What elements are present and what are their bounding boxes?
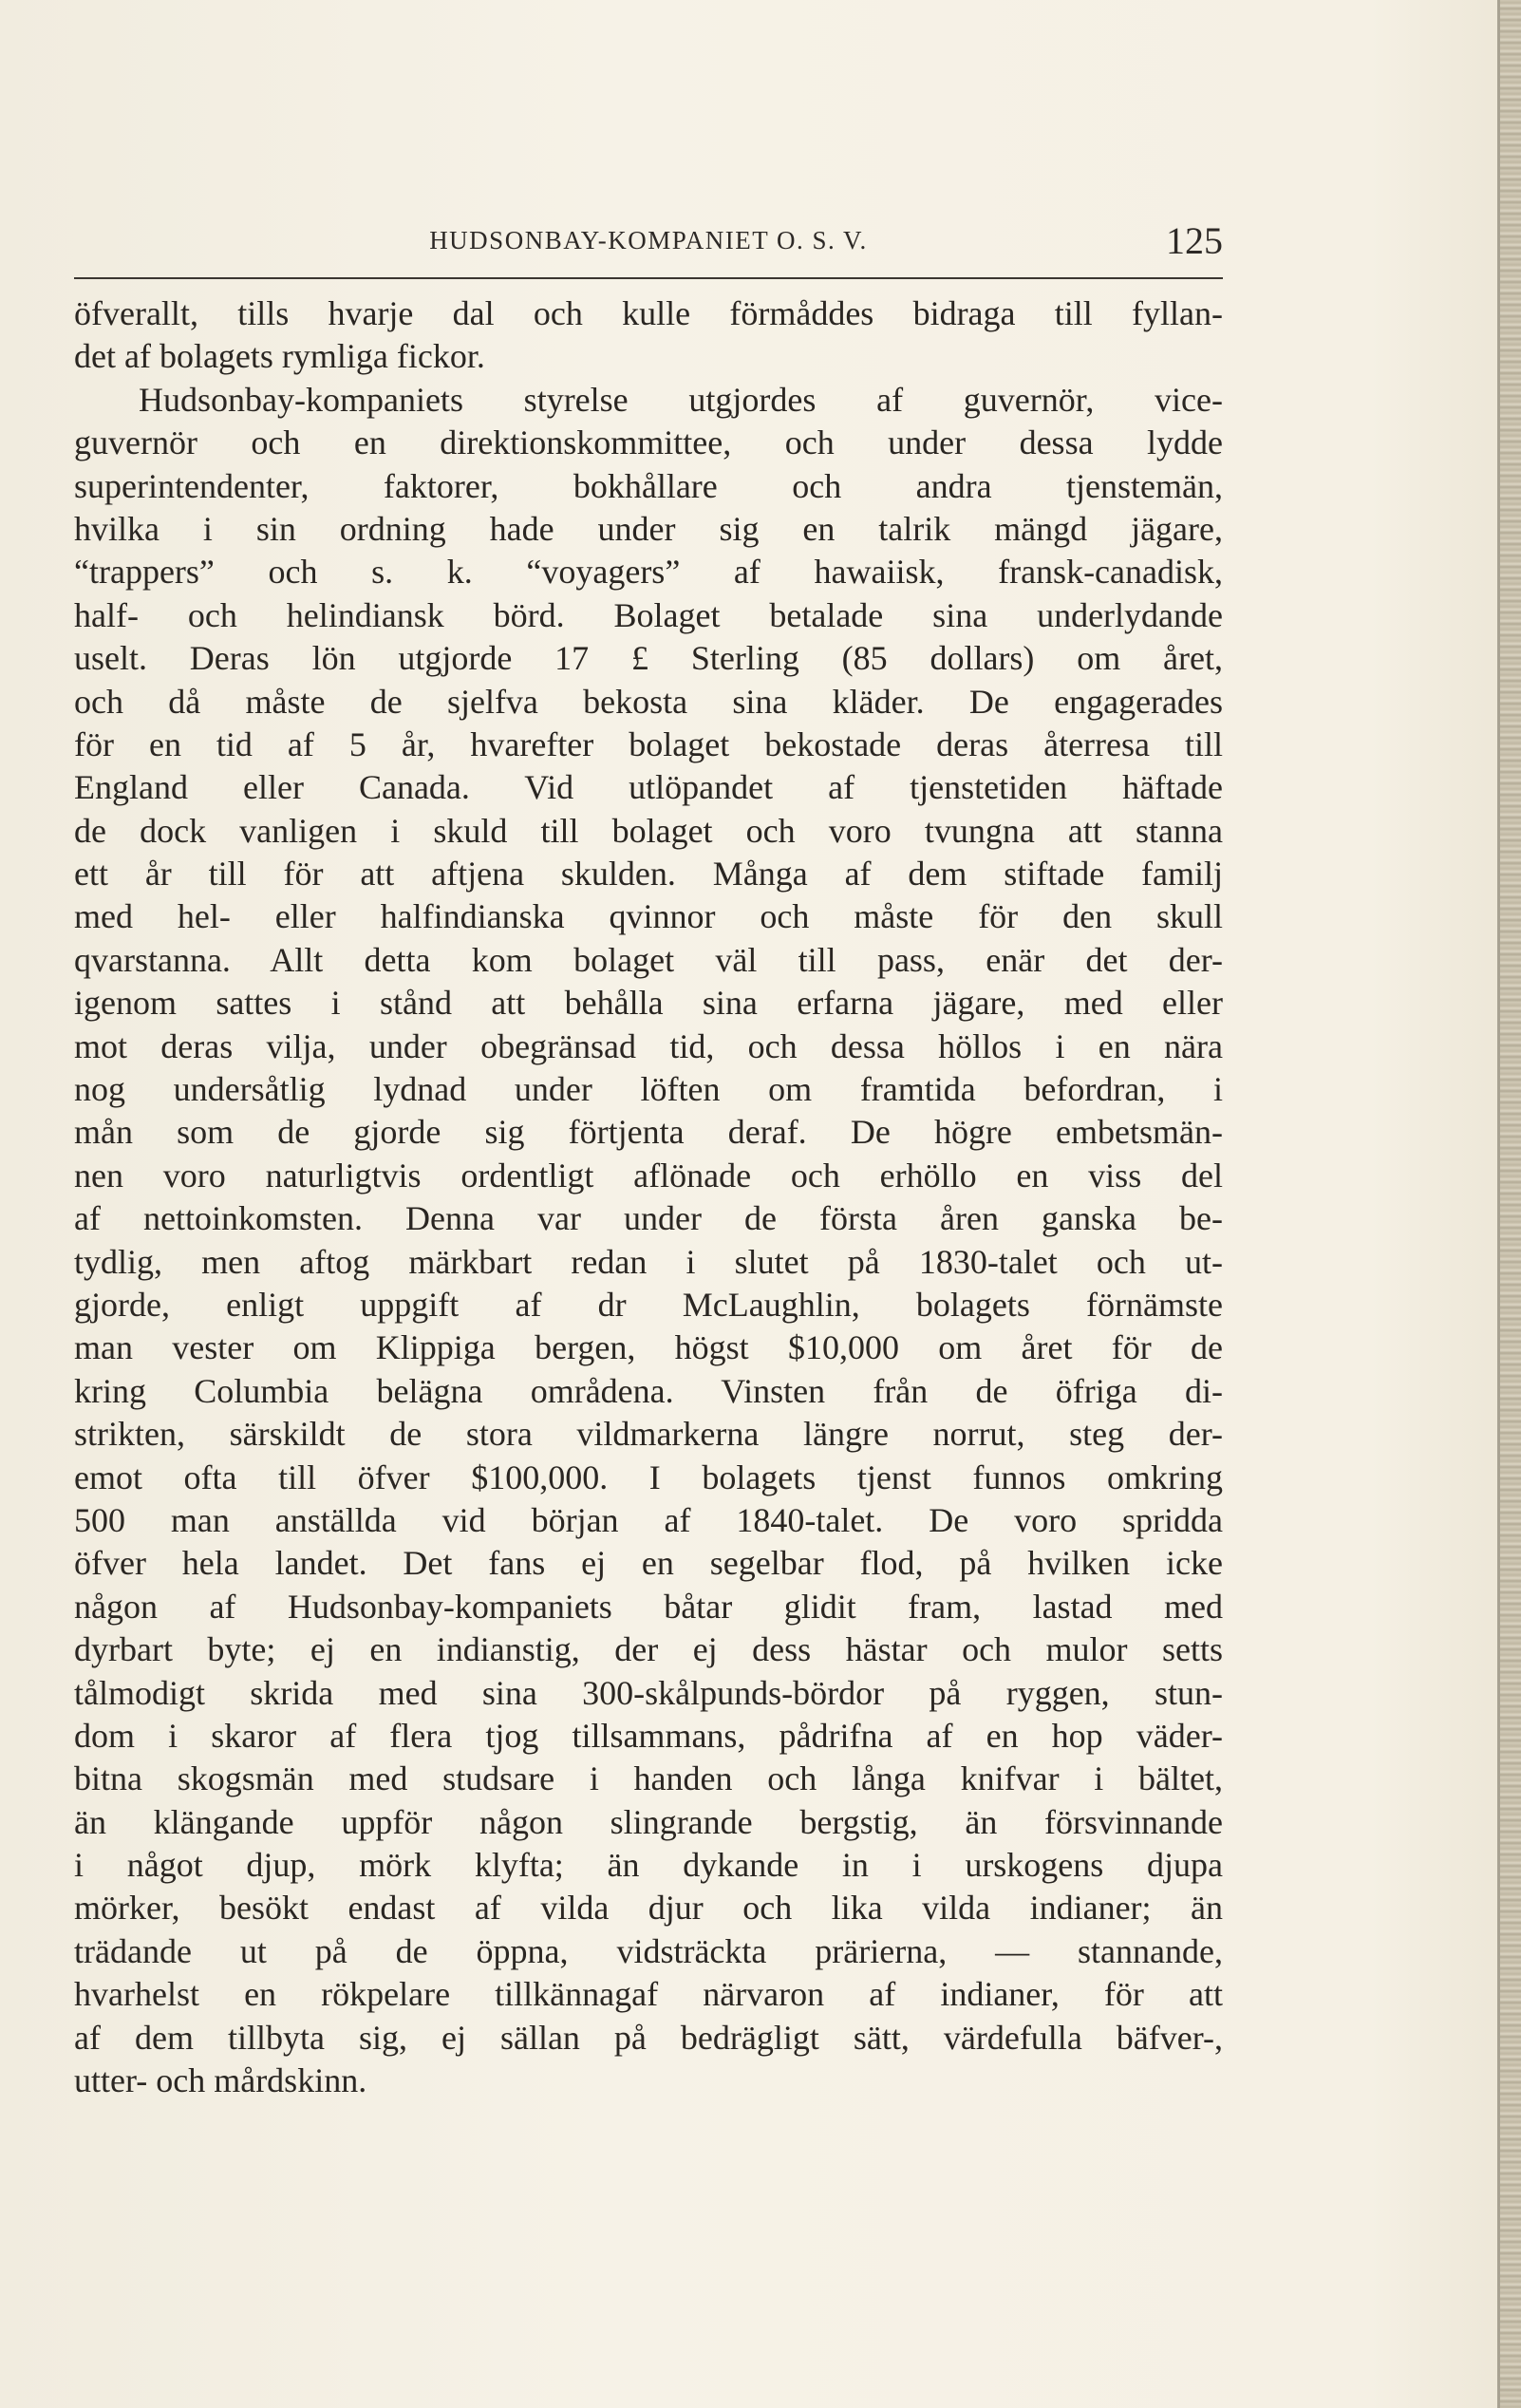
text-line: emot ofta till öfver $100,000. I bolagets tjenst funnos omkring	[74, 1458, 1223, 1496]
text-line: det af bolagets rymliga fickor.	[74, 337, 485, 376]
text-line: “trappers” och s. k. “voyagers” af hawaiisk, fransk-canadisk,	[74, 553, 1223, 592]
text-line: bitna skogsmän med studsare i handen och långa knifvar i bältet,	[74, 1759, 1223, 1798]
page-border	[1497, 0, 1500, 2408]
text-line: nen voro naturligtvis ordentligt aflönade och erhöllo en viss del	[74, 1156, 1223, 1195]
text-line: strikten, särskildt de stora vildmarkerna längre norrut, steg der-	[74, 1415, 1223, 1454]
text-line: Hudsonbay-kompaniets styrelse utgjordes af guvernör, vice-	[139, 380, 1223, 419]
text-line: dom i skaror af flera tjog tillsammans, pådrifna af en hop väder-	[74, 1716, 1223, 1755]
text-line: nog undersåtlig lydnad under löften om framtida befordran, i	[74, 1070, 1223, 1109]
header-rule	[74, 277, 1223, 279]
text-line: gjorde, enligt uppgift af dr McLaughlin, bolagets förnämste	[74, 1285, 1223, 1324]
text-line: trädande ut på de öppna, vidsträckta prärierna, — stannande,	[74, 1931, 1223, 1970]
text-line: England eller Canada. Vid utlöpandet af tjenstetiden häftade	[74, 768, 1223, 807]
page-header	[74, 219, 1223, 272]
text-line: de dock vanligen i skuld till bolaget och voro tvungna att stanna	[74, 811, 1223, 850]
book-edge	[1500, 0, 1521, 2408]
text-line: hvarhelst en rökpelare tillkännagaf närvaron af indianer, för att	[74, 1975, 1223, 2014]
text-line: superintendenter, faktorer, bokhållare och andra tjenstemän,	[74, 466, 1223, 505]
text-line: än klängande uppför någon slingrande bergstig, än försvinnande	[74, 1802, 1223, 1841]
text-line: och då måste de sjelfva bekosta sina kläder. De engagerades	[74, 682, 1223, 721]
text-line: guvernör och en direktionskommittee, och under dessa lydde	[74, 423, 1223, 462]
text-line: någon af Hudsonbay-kompaniets båtar glidit fram, lastad med	[74, 1587, 1223, 1626]
text-line: af dem tillbyta sig, ej sällan på bedrägligt sätt, värdefulla bäfver-,	[74, 2018, 1223, 2057]
text-line: mån som de gjorde sig förtjenta deraf. De högre embetsmän-	[74, 1113, 1223, 1152]
text-line: mot deras vilja, under obegränsad tid, och dessa höllos i en nära	[74, 1026, 1223, 1065]
text-line: half- och helindiansk börd. Bolaget betalade sina underlydande	[74, 595, 1223, 634]
text-line: öfverallt, tills hvarje dal och kulle förmåddes bidraga till fyllan-	[74, 294, 1223, 332]
text-line: qvarstanna. Allt detta kom bolaget väl till pass, enär det der-	[74, 940, 1223, 979]
text-line: hvilka i sin ordning hade under sig en talrik mängd jägare,	[74, 509, 1223, 548]
text-line: tålmodigt skrida med sina 300-skålpunds-bördor på ryggen, stun-	[74, 1673, 1223, 1712]
text-line: utter- och mårdskinn.	[74, 2061, 367, 2100]
text-line: af nettoinkomsten. Denna var under de första åren ganska be-	[74, 1199, 1223, 1238]
text-line: mörker, besökt endast af vilda djur och lika vilda indianer; än	[74, 1889, 1223, 1928]
text-line: med hel- eller halfindianska qvinnor och måste för den skull	[74, 897, 1223, 936]
text-line: uselt. Deras lön utgjorde 17 £ Sterling (85 dollars) om året,	[74, 639, 1223, 678]
text-line: man vester om Klippiga bergen, högst $10,000 om året för de	[74, 1328, 1223, 1367]
text-line: kring Columbia belägna områdena. Vinsten från de öfriga di-	[74, 1371, 1223, 1410]
text-line: öfver hela landet. Det fans ej en segelbar flod, på hvilken icke	[74, 1544, 1223, 1583]
text-line: tydlig, men aftog märkbart redan i slutet på 1830-talet och ut-	[74, 1242, 1223, 1281]
page-number: 125	[1166, 219, 1223, 262]
text-line: 500 man anställda vid början af 1840-talet. De voro spridda	[74, 1500, 1223, 1539]
text-line: dyrbart byte; ej en indianstig, der ej dess hästar och mulor setts	[74, 1630, 1223, 1669]
text-line: för en tid af 5 år, hvarefter bolaget bekostade deras återresa till	[74, 724, 1223, 763]
text-line: i något djup, mörk klyfta; än dykande in i urskogens djupa	[74, 1846, 1223, 1885]
running-title: HUDSONBAY-KOMPANIET O. S. V.	[429, 226, 868, 254]
text-line: ett år till för att aftjena skulden. Många af dem stiftade familj	[74, 855, 1223, 894]
text-line: igenom sattes i stånd att behålla sina erfarna jägare, med eller	[74, 984, 1223, 1023]
body-text	[74, 292, 1223, 2102]
